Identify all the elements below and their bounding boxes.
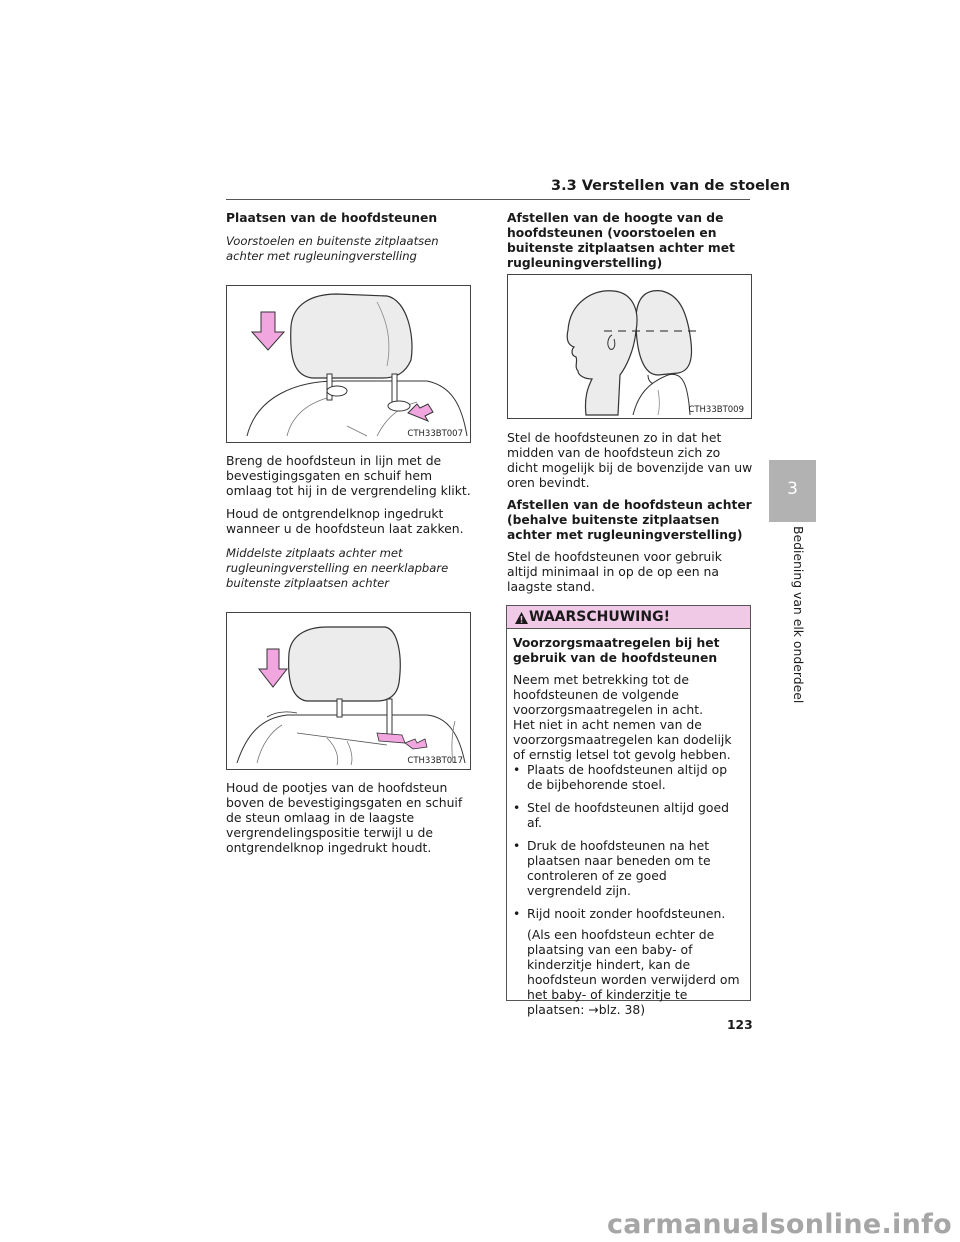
paragraph-release: Houd de ontgrendelknop ingedrukt wanneer u de hoofdsteun laat zakken. [226, 506, 464, 536]
section-rule [226, 199, 750, 200]
bullet-dot: • [513, 800, 521, 815]
figure-headrest-rear [226, 612, 471, 770]
bullet-dot: • [513, 838, 521, 853]
heading-placing-headrests: Plaatsen van de hoofdsteunen [226, 211, 438, 225]
chapter-tab [769, 460, 816, 522]
right-column-mid [507, 430, 753, 594]
figure-code: CTH33BT007 [407, 429, 463, 439]
warning-body [507, 629, 750, 1017]
left-column-mid [226, 453, 474, 591]
paragraph-height: Stel de hoofdsteunen zo in dat het midden van de hoofdsteun zich zo dicht mogelijk bij de bovenzijde van uw oren bevindt. [507, 430, 753, 490]
warning-bullet [513, 906, 744, 921]
warning-subtitle: Voorzorgsmaatregelen bij het gebruik van de hoofdsteunen [513, 636, 720, 665]
note-text: (Als een hoofdsteun echter de plaatsing van een baby- of kinderzitje hindert, kan de hoofdsteun worden verwijderd om het baby- of kinderzitje te plaatsen: →blz. 38) [527, 927, 740, 1017]
left-column-bottom [226, 780, 474, 855]
head-position-illustration [508, 275, 751, 418]
rear-headrest-illustration [227, 613, 470, 769]
figure-head-position [507, 274, 752, 419]
left-column [226, 211, 474, 264]
warning-intro-1: Neem met betrekking tot de hoofdsteunen de volgende voorzorgsmaatregelen in acht. [513, 672, 704, 717]
paragraph-rear-install: Houd de pootjes van de hoofdsteun boven de bevestigingsgaten en schuif de steun omlaag in de laagste vergrendelingspositie terwijl u de ontgrendelknop ingedrukt houdt. [226, 780, 463, 855]
subheading-rear-middle: Middelste zitplaats achter met rugleuningverstelling en neerklapbare buitenste zitplaatsen achter [226, 546, 449, 590]
figure-code: CTH33BT017 [407, 756, 463, 766]
paragraph-rear-height: Stel de hoofdsteunen voor gebruik altijd minimaal in op de op een na laagste stand. [507, 549, 722, 594]
page-number: 123 [727, 1018, 753, 1032]
section-title: 3.3 Verstellen van de stoelen [551, 178, 791, 194]
watermark: carmanualsonline.info [606, 1209, 952, 1240]
warning-header [507, 606, 750, 629]
bullet-text: Stel de hoofdsteunen altijd goed af. [527, 800, 729, 830]
heading-height-adjust: Afstellen van de hoogte van de hoofdsteunen (voorstoelen en buitenste zitplaatsen achter met rugleuningverstelling) [507, 211, 735, 270]
bullet-text: Plaats de hoofdsteunen altijd op de bijbehorende stoel. [527, 762, 728, 792]
warning-title: WAARSCHUWING! [529, 609, 670, 625]
heading-rear-adjust: Afstellen van de hoofdsteun achter (behalve buitenste zitplaatsen achter met rugleuningverstelling) [507, 498, 752, 542]
warning-bullet [513, 838, 744, 898]
bullet-dot: • [513, 762, 521, 777]
warning-note [513, 927, 744, 1017]
right-column [507, 211, 753, 271]
headrest-illustration [227, 286, 470, 442]
warning-bullet [513, 762, 744, 792]
chapter-number: 3 [787, 479, 798, 499]
warning-bullet [513, 800, 744, 830]
figure-headrest-front [226, 285, 471, 443]
bullet-dot: • [513, 906, 521, 921]
bullet-text: Rijd nooit zonder hoofdsteunen. [527, 906, 726, 921]
figure-code: CTH33BT009 [688, 405, 744, 415]
warning-intro-2: Het niet in acht nemen van de voorzorgsmaatregelen kan dodelijk of ernstig letsel tot gevolg hebben. [513, 717, 732, 762]
warning-box [506, 605, 751, 1017]
paragraph-align: Breng de hoofdsteun in lijn met de bevestigingsgaten en schuif hem omlaag tot hij in de vergrendeling klikt. [226, 453, 471, 498]
chapter-label: Bediening van elk onderdeel [791, 526, 806, 704]
subheading-front-seats: Voorstoelen en buitenste zitplaatsen achter met rugleuningverstelling [226, 234, 439, 263]
bullet-text: Druk de hoofdsteunen na het plaatsen naar beneden om te controleren of ze goed vergrendeld zijn. [527, 838, 711, 898]
